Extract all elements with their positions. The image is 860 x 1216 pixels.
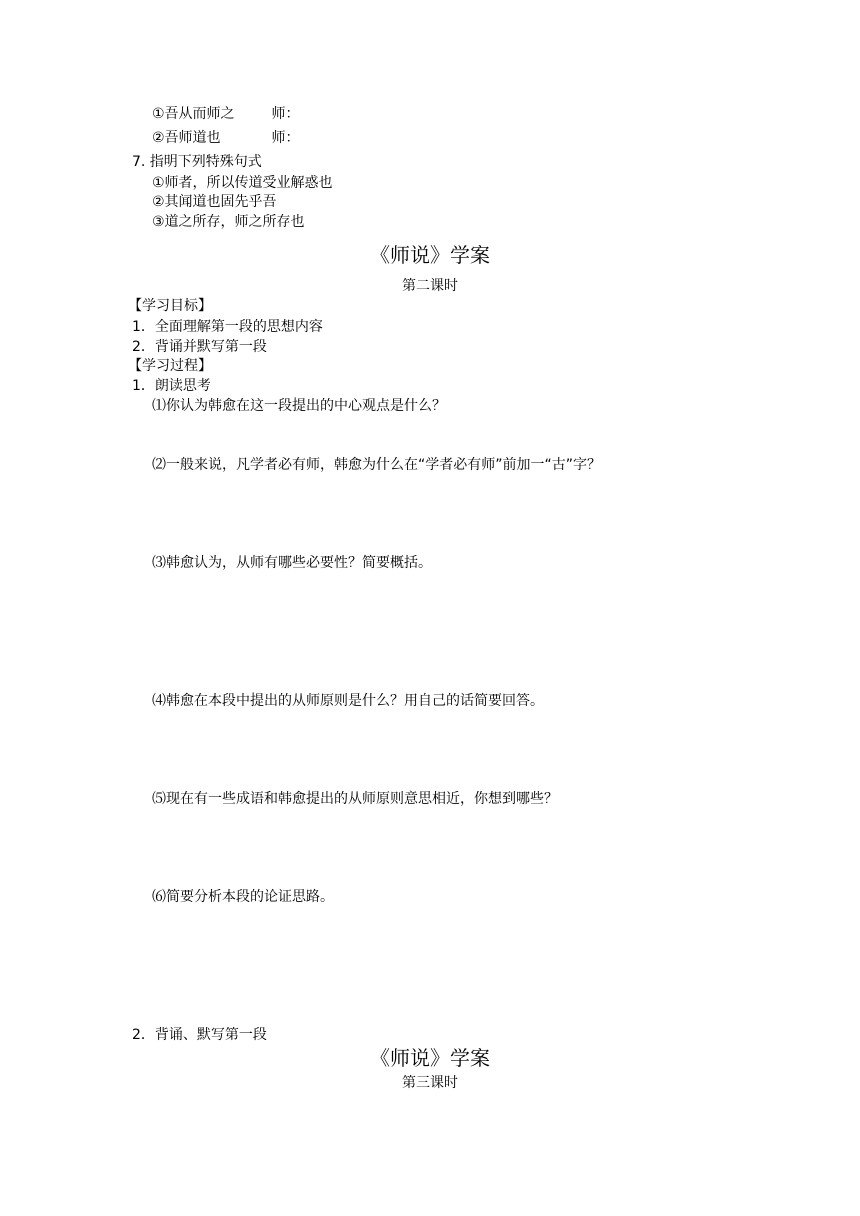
item-1-text: ①吾从而师之 [152,106,235,122]
lesson2-title: 《师说》学案 [370,243,490,267]
item-2-suffix: 师： [271,130,300,146]
question-6: ⑹简要分析本段的论证思路。 [152,889,334,905]
question-5: ⑸现在有一些成语和韩愈提出的从师原则意思相近，你想到哪些？ [152,791,558,807]
step-2: 2．背诵、默写第一段 [132,1027,267,1043]
lesson3-subtitle: 第三课时 [402,1075,458,1091]
question-4: ⑷韩愈在本段中提出的从师原则是什么？用自己的话简要回答。 [152,693,544,709]
item-2-text: ②吾师道也 [152,130,221,146]
q7-item-3: ③道之所存，师之所存也 [152,214,305,230]
q7-title: 7. 指明下列特殊句式 [132,154,262,170]
q7-item-2: ②其闻道也固先乎吾 [152,194,277,210]
question-1: ⑴你认为韩愈在这一段提出的中心观点是什么？ [152,398,446,414]
lesson2-subtitle: 第二课时 [402,278,458,294]
item-1-suffix: 师： [271,106,300,122]
q7-item-1: ①师者，所以传道受业解惑也 [152,175,333,191]
goals-heading: 【学习目标】 [128,298,212,314]
goal-2: 2．背诵并默写第一段 [132,339,267,355]
step-1: 1．朗读思考 [132,378,211,394]
lesson3-title: 《师说》学案 [370,1046,490,1070]
question-2: ⑵一般来说，凡学者必有师，韩愈为什么在“学者必有师”前加一“古”字？ [152,457,602,473]
process-heading: 【学习过程】 [128,358,212,374]
item-2 [152,129,299,147]
goal-1: 1．全面理解第一段的思想内容 [132,319,323,335]
item-1 [152,105,299,123]
question-3: ⑶韩愈认为，从师有哪些必要性？简要概括。 [152,555,432,571]
